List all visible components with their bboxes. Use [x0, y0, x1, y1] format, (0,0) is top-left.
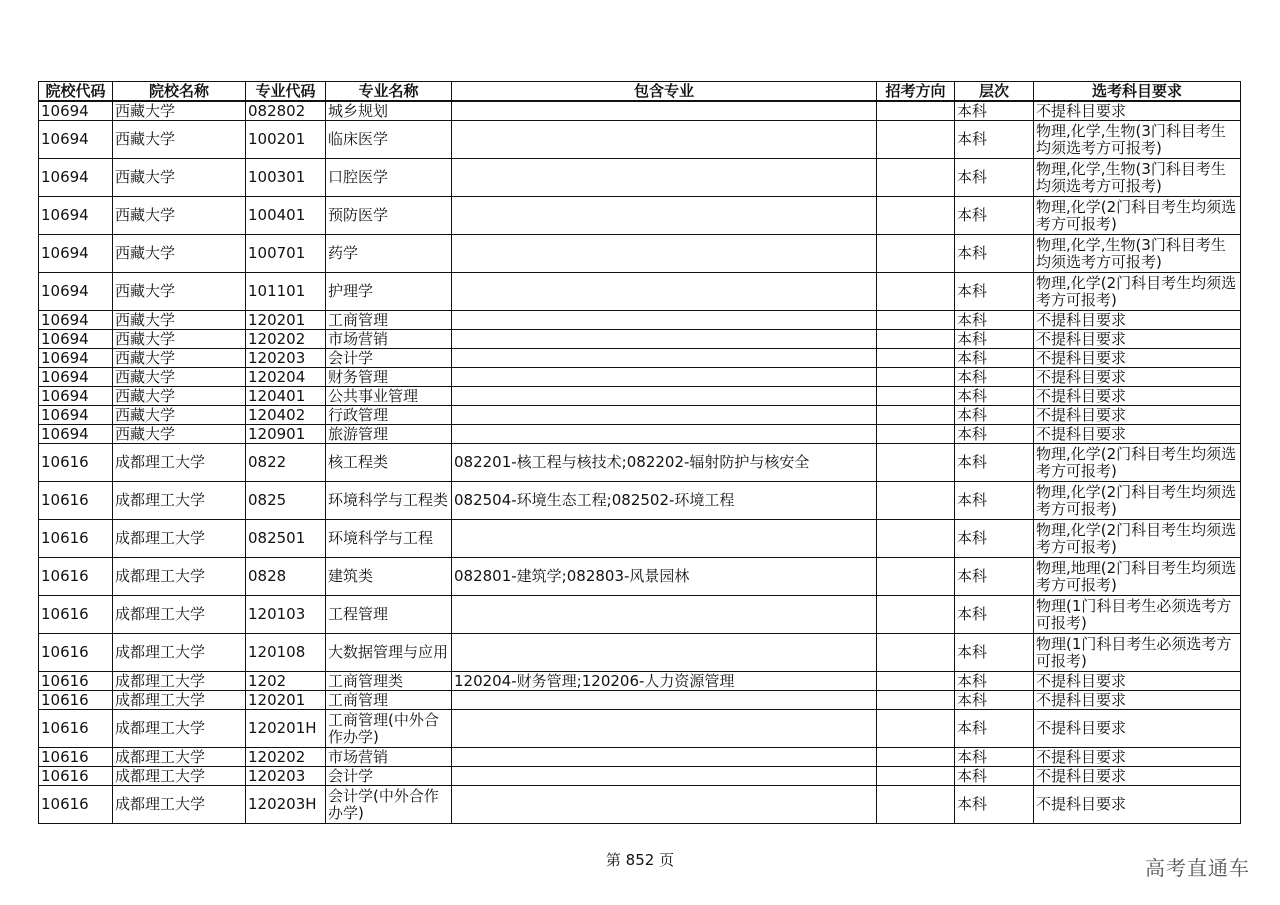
level-cell: 本科: [955, 691, 1034, 710]
major-name-cell: 环境科学与工程: [326, 520, 452, 558]
table-row: [39, 387, 1241, 406]
major-name-cell: 环境科学与工程类: [326, 482, 452, 520]
table-row: [39, 197, 1241, 235]
major-code-cell: 120201H: [246, 710, 326, 748]
subject-req-cell: 物理,化学(2门科目考生均须选考方可报考): [1034, 520, 1241, 558]
subject-req-cell: 不提科目要求: [1034, 425, 1241, 444]
col-header-level: 层次: [955, 82, 1034, 102]
subject-req-cell: 物理(1门科目考生必须选考方可报考): [1034, 596, 1241, 634]
major-name-cell: 药学: [326, 235, 452, 273]
table-row: [39, 444, 1241, 482]
subject-req-cell: 不提科目要求: [1034, 767, 1241, 786]
subject-req-cell: 物理,化学(2门科目考生均须选考方可报考): [1034, 482, 1241, 520]
school-code-cell: 10694: [39, 349, 113, 368]
table-row: [39, 748, 1241, 767]
included-majors-cell: 120204-财务管理;120206-人力资源管理: [452, 672, 877, 691]
major-name-cell: 市场营销: [326, 330, 452, 349]
school-code-cell: 10694: [39, 368, 113, 387]
school-code-cell: 10694: [39, 197, 113, 235]
school-name-cell: 成都理工大学: [113, 444, 246, 482]
school-name-cell: 成都理工大学: [113, 634, 246, 672]
school-name-cell: 西藏大学: [113, 273, 246, 311]
included-majors-cell: [452, 786, 877, 824]
major-code-cell: 100401: [246, 197, 326, 235]
school-code-cell: 10694: [39, 311, 113, 330]
level-cell: 本科: [955, 672, 1034, 691]
school-name-cell: 成都理工大学: [113, 786, 246, 824]
direction-cell: [877, 520, 955, 558]
included-majors-cell: [452, 368, 877, 387]
major-name-cell: 会计学: [326, 767, 452, 786]
major-code-cell: 082501: [246, 520, 326, 558]
table-row: [39, 482, 1241, 520]
level-cell: 本科: [955, 710, 1034, 748]
level-cell: 本科: [955, 159, 1034, 197]
col-header-subject-req: 选考科目要求: [1034, 82, 1241, 102]
direction-cell: [877, 197, 955, 235]
major-code-cell: 120401: [246, 387, 326, 406]
level-cell: 本科: [955, 634, 1034, 672]
major-code-cell: 120103: [246, 596, 326, 634]
major-name-cell: 大数据管理与应用: [326, 634, 452, 672]
table-header-row: [39, 82, 1241, 102]
school-name-cell: 西藏大学: [113, 159, 246, 197]
major-name-cell: 会计学: [326, 349, 452, 368]
major-name-cell: 预防医学: [326, 197, 452, 235]
school-name-cell: 成都理工大学: [113, 691, 246, 710]
direction-cell: [877, 710, 955, 748]
level-cell: 本科: [955, 558, 1034, 596]
major-code-cell: 120204: [246, 368, 326, 387]
subject-req-cell: 不提科目要求: [1034, 672, 1241, 691]
subject-req-cell: 不提科目要求: [1034, 101, 1241, 121]
included-majors-cell: [452, 425, 877, 444]
subject-req-cell: 物理,化学(2门科目考生均须选考方可报考): [1034, 273, 1241, 311]
subject-req-cell: 物理,化学,生物(3门科目考生均须选考方可报考): [1034, 235, 1241, 273]
admissions-table: [38, 81, 1241, 824]
subject-req-cell: 不提科目要求: [1034, 710, 1241, 748]
major-name-cell: 口腔医学: [326, 159, 452, 197]
included-majors-cell: [452, 748, 877, 767]
table-row: [39, 520, 1241, 558]
included-majors-cell: [452, 691, 877, 710]
school-name-cell: 成都理工大学: [113, 482, 246, 520]
watermark-logo-text: 高考直通车: [1145, 856, 1250, 880]
major-code-cell: 082802: [246, 101, 326, 121]
direction-cell: [877, 596, 955, 634]
level-cell: 本科: [955, 520, 1034, 558]
level-cell: 本科: [955, 482, 1034, 520]
table-row: [39, 691, 1241, 710]
school-name-cell: 西藏大学: [113, 349, 246, 368]
major-code-cell: 120201: [246, 311, 326, 330]
table-row: [39, 425, 1241, 444]
col-header-school-code: 院校代码: [39, 82, 113, 102]
school-code-cell: 10616: [39, 520, 113, 558]
included-majors-cell: 082201-核工程与核技术;082202-辐射防护与核安全: [452, 444, 877, 482]
admissions-table-sheet: [38, 81, 1240, 824]
subject-req-cell: 不提科目要求: [1034, 387, 1241, 406]
table-row: [39, 786, 1241, 824]
school-code-cell: 10616: [39, 634, 113, 672]
subject-req-cell: 物理,化学,生物(3门科目考生均须选考方可报考): [1034, 159, 1241, 197]
major-code-cell: 120901: [246, 425, 326, 444]
school-code-cell: 10616: [39, 767, 113, 786]
level-cell: 本科: [955, 406, 1034, 425]
subject-req-cell: 不提科目要求: [1034, 330, 1241, 349]
school-name-cell: 西藏大学: [113, 406, 246, 425]
major-code-cell: 100301: [246, 159, 326, 197]
included-majors-cell: [452, 159, 877, 197]
included-majors-cell: [452, 406, 877, 425]
school-code-cell: 10616: [39, 748, 113, 767]
level-cell: 本科: [955, 387, 1034, 406]
school-code-cell: 10616: [39, 558, 113, 596]
direction-cell: [877, 349, 955, 368]
major-code-cell: 0825: [246, 482, 326, 520]
major-name-cell: 建筑类: [326, 558, 452, 596]
school-code-cell: 10694: [39, 425, 113, 444]
school-name-cell: 成都理工大学: [113, 710, 246, 748]
major-name-cell: 旅游管理: [326, 425, 452, 444]
included-majors-cell: [452, 520, 877, 558]
level-cell: 本科: [955, 368, 1034, 387]
table-row: [39, 596, 1241, 634]
major-code-cell: 120108: [246, 634, 326, 672]
school-code-cell: 10616: [39, 691, 113, 710]
school-name-cell: 西藏大学: [113, 330, 246, 349]
level-cell: 本科: [955, 444, 1034, 482]
table-row: [39, 406, 1241, 425]
major-name-cell: 财务管理: [326, 368, 452, 387]
major-name-cell: 会计学(中外合作办学): [326, 786, 452, 824]
school-name-cell: 成都理工大学: [113, 520, 246, 558]
major-code-cell: 120203H: [246, 786, 326, 824]
school-code-cell: 10616: [39, 596, 113, 634]
major-code-cell: 120203: [246, 349, 326, 368]
school-name-cell: 西藏大学: [113, 425, 246, 444]
major-name-cell: 工商管理: [326, 311, 452, 330]
direction-cell: [877, 235, 955, 273]
school-code-cell: 10694: [39, 159, 113, 197]
direction-cell: [877, 368, 955, 387]
subject-req-cell: 物理(1门科目考生必须选考方可报考): [1034, 634, 1241, 672]
major-name-cell: 市场营销: [326, 748, 452, 767]
col-header-school-name: 院校名称: [113, 82, 246, 102]
level-cell: 本科: [955, 273, 1034, 311]
included-majors-cell: [452, 349, 877, 368]
subject-req-cell: 不提科目要求: [1034, 406, 1241, 425]
table-row: [39, 767, 1241, 786]
major-code-cell: 1202: [246, 672, 326, 691]
level-cell: 本科: [955, 101, 1034, 121]
major-name-cell: 临床医学: [326, 121, 452, 159]
direction-cell: [877, 387, 955, 406]
table-row: [39, 330, 1241, 349]
school-name-cell: 西藏大学: [113, 235, 246, 273]
subject-req-cell: 物理,化学(2门科目考生均须选考方可报考): [1034, 444, 1241, 482]
direction-cell: [877, 273, 955, 311]
table-row: [39, 235, 1241, 273]
direction-cell: [877, 748, 955, 767]
major-name-cell: 工商管理: [326, 691, 452, 710]
school-code-cell: 10616: [39, 444, 113, 482]
school-name-cell: 成都理工大学: [113, 748, 246, 767]
included-majors-cell: [452, 235, 877, 273]
direction-cell: [877, 406, 955, 425]
level-cell: 本科: [955, 311, 1034, 330]
table-row: [39, 368, 1241, 387]
col-header-major-code: 专业代码: [246, 82, 326, 102]
table-row: [39, 672, 1241, 691]
level-cell: 本科: [955, 235, 1034, 273]
col-header-major-name: 专业名称: [326, 82, 452, 102]
table-row: [39, 558, 1241, 596]
school-code-cell: 10616: [39, 710, 113, 748]
table-body: [39, 101, 1241, 824]
major-name-cell: 行政管理: [326, 406, 452, 425]
page-number: 第 852 页: [605, 851, 675, 869]
major-name-cell: 工程管理: [326, 596, 452, 634]
level-cell: 本科: [955, 425, 1034, 444]
included-majors-cell: 082504-环境生态工程;082502-环境工程: [452, 482, 877, 520]
subject-req-cell: 物理,化学(2门科目考生均须选考方可报考): [1034, 197, 1241, 235]
school-name-cell: 西藏大学: [113, 197, 246, 235]
subject-req-cell: 不提科目要求: [1034, 691, 1241, 710]
direction-cell: [877, 121, 955, 159]
direction-cell: [877, 691, 955, 710]
school-name-cell: 成都理工大学: [113, 558, 246, 596]
major-code-cell: 120202: [246, 748, 326, 767]
school-code-cell: 10616: [39, 672, 113, 691]
level-cell: 本科: [955, 786, 1034, 824]
direction-cell: [877, 672, 955, 691]
included-majors-cell: [452, 634, 877, 672]
subject-req-cell: 物理,化学,生物(3门科目考生均须选考方可报考): [1034, 121, 1241, 159]
level-cell: 本科: [955, 121, 1034, 159]
direction-cell: [877, 634, 955, 672]
direction-cell: [877, 482, 955, 520]
school-name-cell: 西藏大学: [113, 387, 246, 406]
table-row: [39, 634, 1241, 672]
subject-req-cell: 不提科目要求: [1034, 368, 1241, 387]
table-row: [39, 273, 1241, 311]
major-name-cell: 工商管理(中外合作办学): [326, 710, 452, 748]
included-majors-cell: [452, 273, 877, 311]
major-name-cell: 工商管理类: [326, 672, 452, 691]
school-name-cell: 成都理工大学: [113, 596, 246, 634]
included-majors-cell: [452, 596, 877, 634]
school-code-cell: 10616: [39, 786, 113, 824]
major-name-cell: 核工程类: [326, 444, 452, 482]
school-code-cell: 10694: [39, 273, 113, 311]
level-cell: 本科: [955, 748, 1034, 767]
included-majors-cell: [452, 311, 877, 330]
major-code-cell: 100201: [246, 121, 326, 159]
level-cell: 本科: [955, 349, 1034, 368]
included-majors-cell: [452, 710, 877, 748]
direction-cell: [877, 786, 955, 824]
major-code-cell: 101101: [246, 273, 326, 311]
major-code-cell: 120202: [246, 330, 326, 349]
direction-cell: [877, 159, 955, 197]
major-code-cell: 120203: [246, 767, 326, 786]
subject-req-cell: 不提科目要求: [1034, 349, 1241, 368]
major-code-cell: 0828: [246, 558, 326, 596]
subject-req-cell: 不提科目要求: [1034, 748, 1241, 767]
school-name-cell: 成都理工大学: [113, 767, 246, 786]
major-name-cell: 城乡规划: [326, 101, 452, 121]
school-code-cell: 10694: [39, 330, 113, 349]
subject-req-cell: 不提科目要求: [1034, 786, 1241, 824]
table-row: [39, 101, 1241, 121]
direction-cell: [877, 767, 955, 786]
direction-cell: [877, 444, 955, 482]
major-name-cell: 护理学: [326, 273, 452, 311]
table-row: [39, 159, 1241, 197]
direction-cell: [877, 425, 955, 444]
included-majors-cell: [452, 101, 877, 121]
school-code-cell: 10694: [39, 235, 113, 273]
direction-cell: [877, 558, 955, 596]
direction-cell: [877, 311, 955, 330]
direction-cell: [877, 101, 955, 121]
major-name-cell: 公共事业管理: [326, 387, 452, 406]
level-cell: 本科: [955, 330, 1034, 349]
included-majors-cell: 082801-建筑学;082803-风景园林: [452, 558, 877, 596]
included-majors-cell: [452, 330, 877, 349]
level-cell: 本科: [955, 197, 1034, 235]
level-cell: 本科: [955, 596, 1034, 634]
school-code-cell: 10694: [39, 101, 113, 121]
table-row: [39, 349, 1241, 368]
included-majors-cell: [452, 121, 877, 159]
school-name-cell: 西藏大学: [113, 311, 246, 330]
school-code-cell: 10694: [39, 121, 113, 159]
school-name-cell: 成都理工大学: [113, 672, 246, 691]
table-row: [39, 311, 1241, 330]
school-name-cell: 西藏大学: [113, 368, 246, 387]
col-header-direction: 招考方向: [877, 82, 955, 102]
school-code-cell: 10616: [39, 482, 113, 520]
major-code-cell: 100701: [246, 235, 326, 273]
major-code-cell: 120402: [246, 406, 326, 425]
school-code-cell: 10694: [39, 387, 113, 406]
subject-req-cell: 不提科目要求: [1034, 311, 1241, 330]
major-code-cell: 120201: [246, 691, 326, 710]
school-name-cell: 西藏大学: [113, 101, 246, 121]
school-name-cell: 西藏大学: [113, 121, 246, 159]
table-row: [39, 710, 1241, 748]
included-majors-cell: [452, 767, 877, 786]
included-majors-cell: [452, 197, 877, 235]
level-cell: 本科: [955, 767, 1034, 786]
direction-cell: [877, 330, 955, 349]
school-code-cell: 10694: [39, 406, 113, 425]
major-code-cell: 0822: [246, 444, 326, 482]
included-majors-cell: [452, 387, 877, 406]
col-header-included-majors: 包含专业: [452, 82, 877, 102]
table-row: [39, 121, 1241, 159]
subject-req-cell: 物理,地理(2门科目考生均须选考方可报考): [1034, 558, 1241, 596]
